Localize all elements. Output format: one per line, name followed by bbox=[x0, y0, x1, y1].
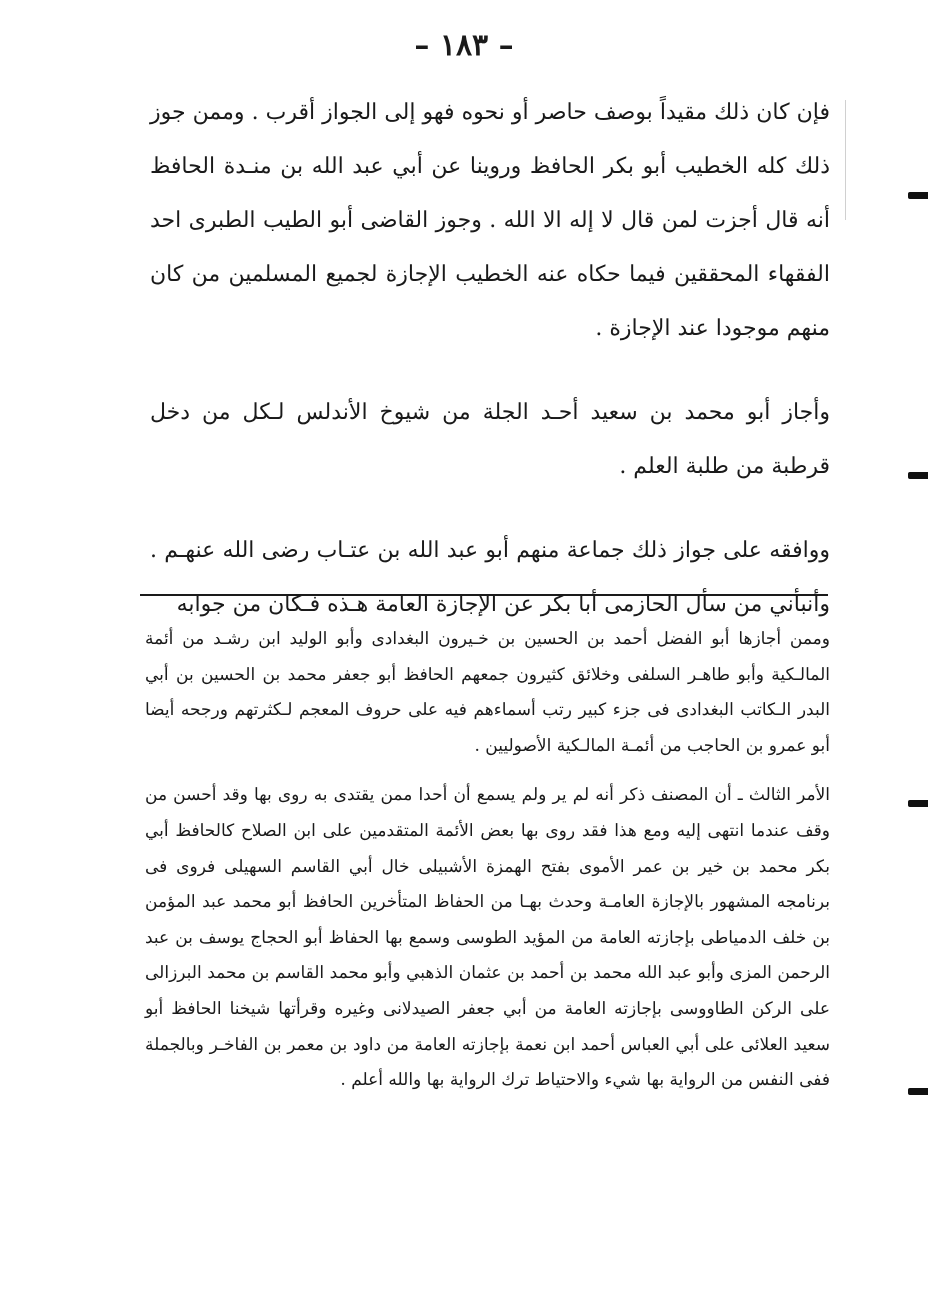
scan-edge-mark bbox=[908, 192, 928, 199]
footnotes bbox=[145, 622, 830, 1099]
page-number: – ١٨٣ – bbox=[414, 28, 514, 63]
footnote-separator bbox=[140, 594, 828, 596]
main-paragraph: وأجاز أبو محمد بن سعيد أحـد الجلة من شيوخ الأندلس لـكل من دخل قرطبة من طلبة العلم . bbox=[150, 400, 830, 479]
main-paragraph: ووافقه على جواز ذلك جماعة منهم أبو عبد الله بن عتـاب رضى الله عنهـم . وأنبأني من سأل الحازمى أبا بكر عن الإجازة العامة هـذه فـكان من جوابه bbox=[150, 538, 830, 617]
scan-edge-mark bbox=[908, 1088, 928, 1095]
footnote-paragraph: وممن أجازها أبو الفضل أحمد بن الحسين بن خـيرون البغدادى وأبو الوليد ابن رشـد من أئمة المالـكية وأبو طاهـر السلفى وخلائق كثيرون جمعهم الحافظ أبو جعفر محمد بن الحسين بن أبي البدر الـكاتب البغدادى فى جزء كبير رتب أسماءهم فيه على حروف المعجم لـكثرتهم ورجحه أيضا أبو عمرو بن الحاجب من أئمـة المالـكية الأصوليين . bbox=[145, 629, 830, 756]
main-paragraph: فإن كان ذلك مقيداً بوصف حاصر أو نحوه فهو إلى الجواز أقرب . وممن جوز ذلك كله الخطيب أبو بكر الحافظ وروينا عن أبي عبد الله بن منـدة الحافظ أنه قال أجزت لمن قال لا إله الا الله . وجوز القاضى أبو الطيب الطبرى احد الفقهاء المحققين فيما حكاه عنه الخطيب الإجازة لجميع المسلمين من كان منهم موجودا عند الإجازة . bbox=[150, 100, 830, 341]
scan-gutter-line bbox=[845, 100, 846, 220]
footnote-paragraph: الأمر الثالث ـ أن المصنف ذكر أنه لم ير ولم يسمع أن أحدا ممن يقتدى به روى بها وقد أحسن من وقف عندما انتهى إليه ومع هذا فقد روى بها بعض الأئمة المتقدمين على ابن الصلاح كالحافظ أبي بكر محمد بن خير بن عمر الأموى بفتح الهمزة الأشبيلى خال أبي القاسم السهيلى فروى فى برنامجه المشهور بالإجازة العامـة وحدث بهـا من الحفاظ المتأخرين الحافظ أبو محمد عبد المؤمن بن خلف الدمياطى بإجازته العامة من المؤيد الطوسى وسمع بها الحفاظ أبو الحجاج يوسف بن عبد الرحمن المزى وأبو عبد الله محمد بن أحمد بن عثمان الذهبي وأبو محمد القاسم بن محمد البرزالى على الركن الطاووسى بإجازته العامة من أبي جعفر الصيدلانى وغيره وقرأتها شيخنا الحافظ أبو سعيد العلائى على أبي العباس أحمد ابن نعمة بإجازته العامة من داود بن معمر بن الفاخـر وبالجملة ففى النفس من الرواية بها شيء والاحتياط ترك الرواية بها والله أعلم . bbox=[145, 785, 830, 1091]
scan-edge-mark bbox=[908, 800, 928, 807]
main-text bbox=[150, 86, 830, 632]
scan-edge-mark bbox=[908, 472, 928, 479]
